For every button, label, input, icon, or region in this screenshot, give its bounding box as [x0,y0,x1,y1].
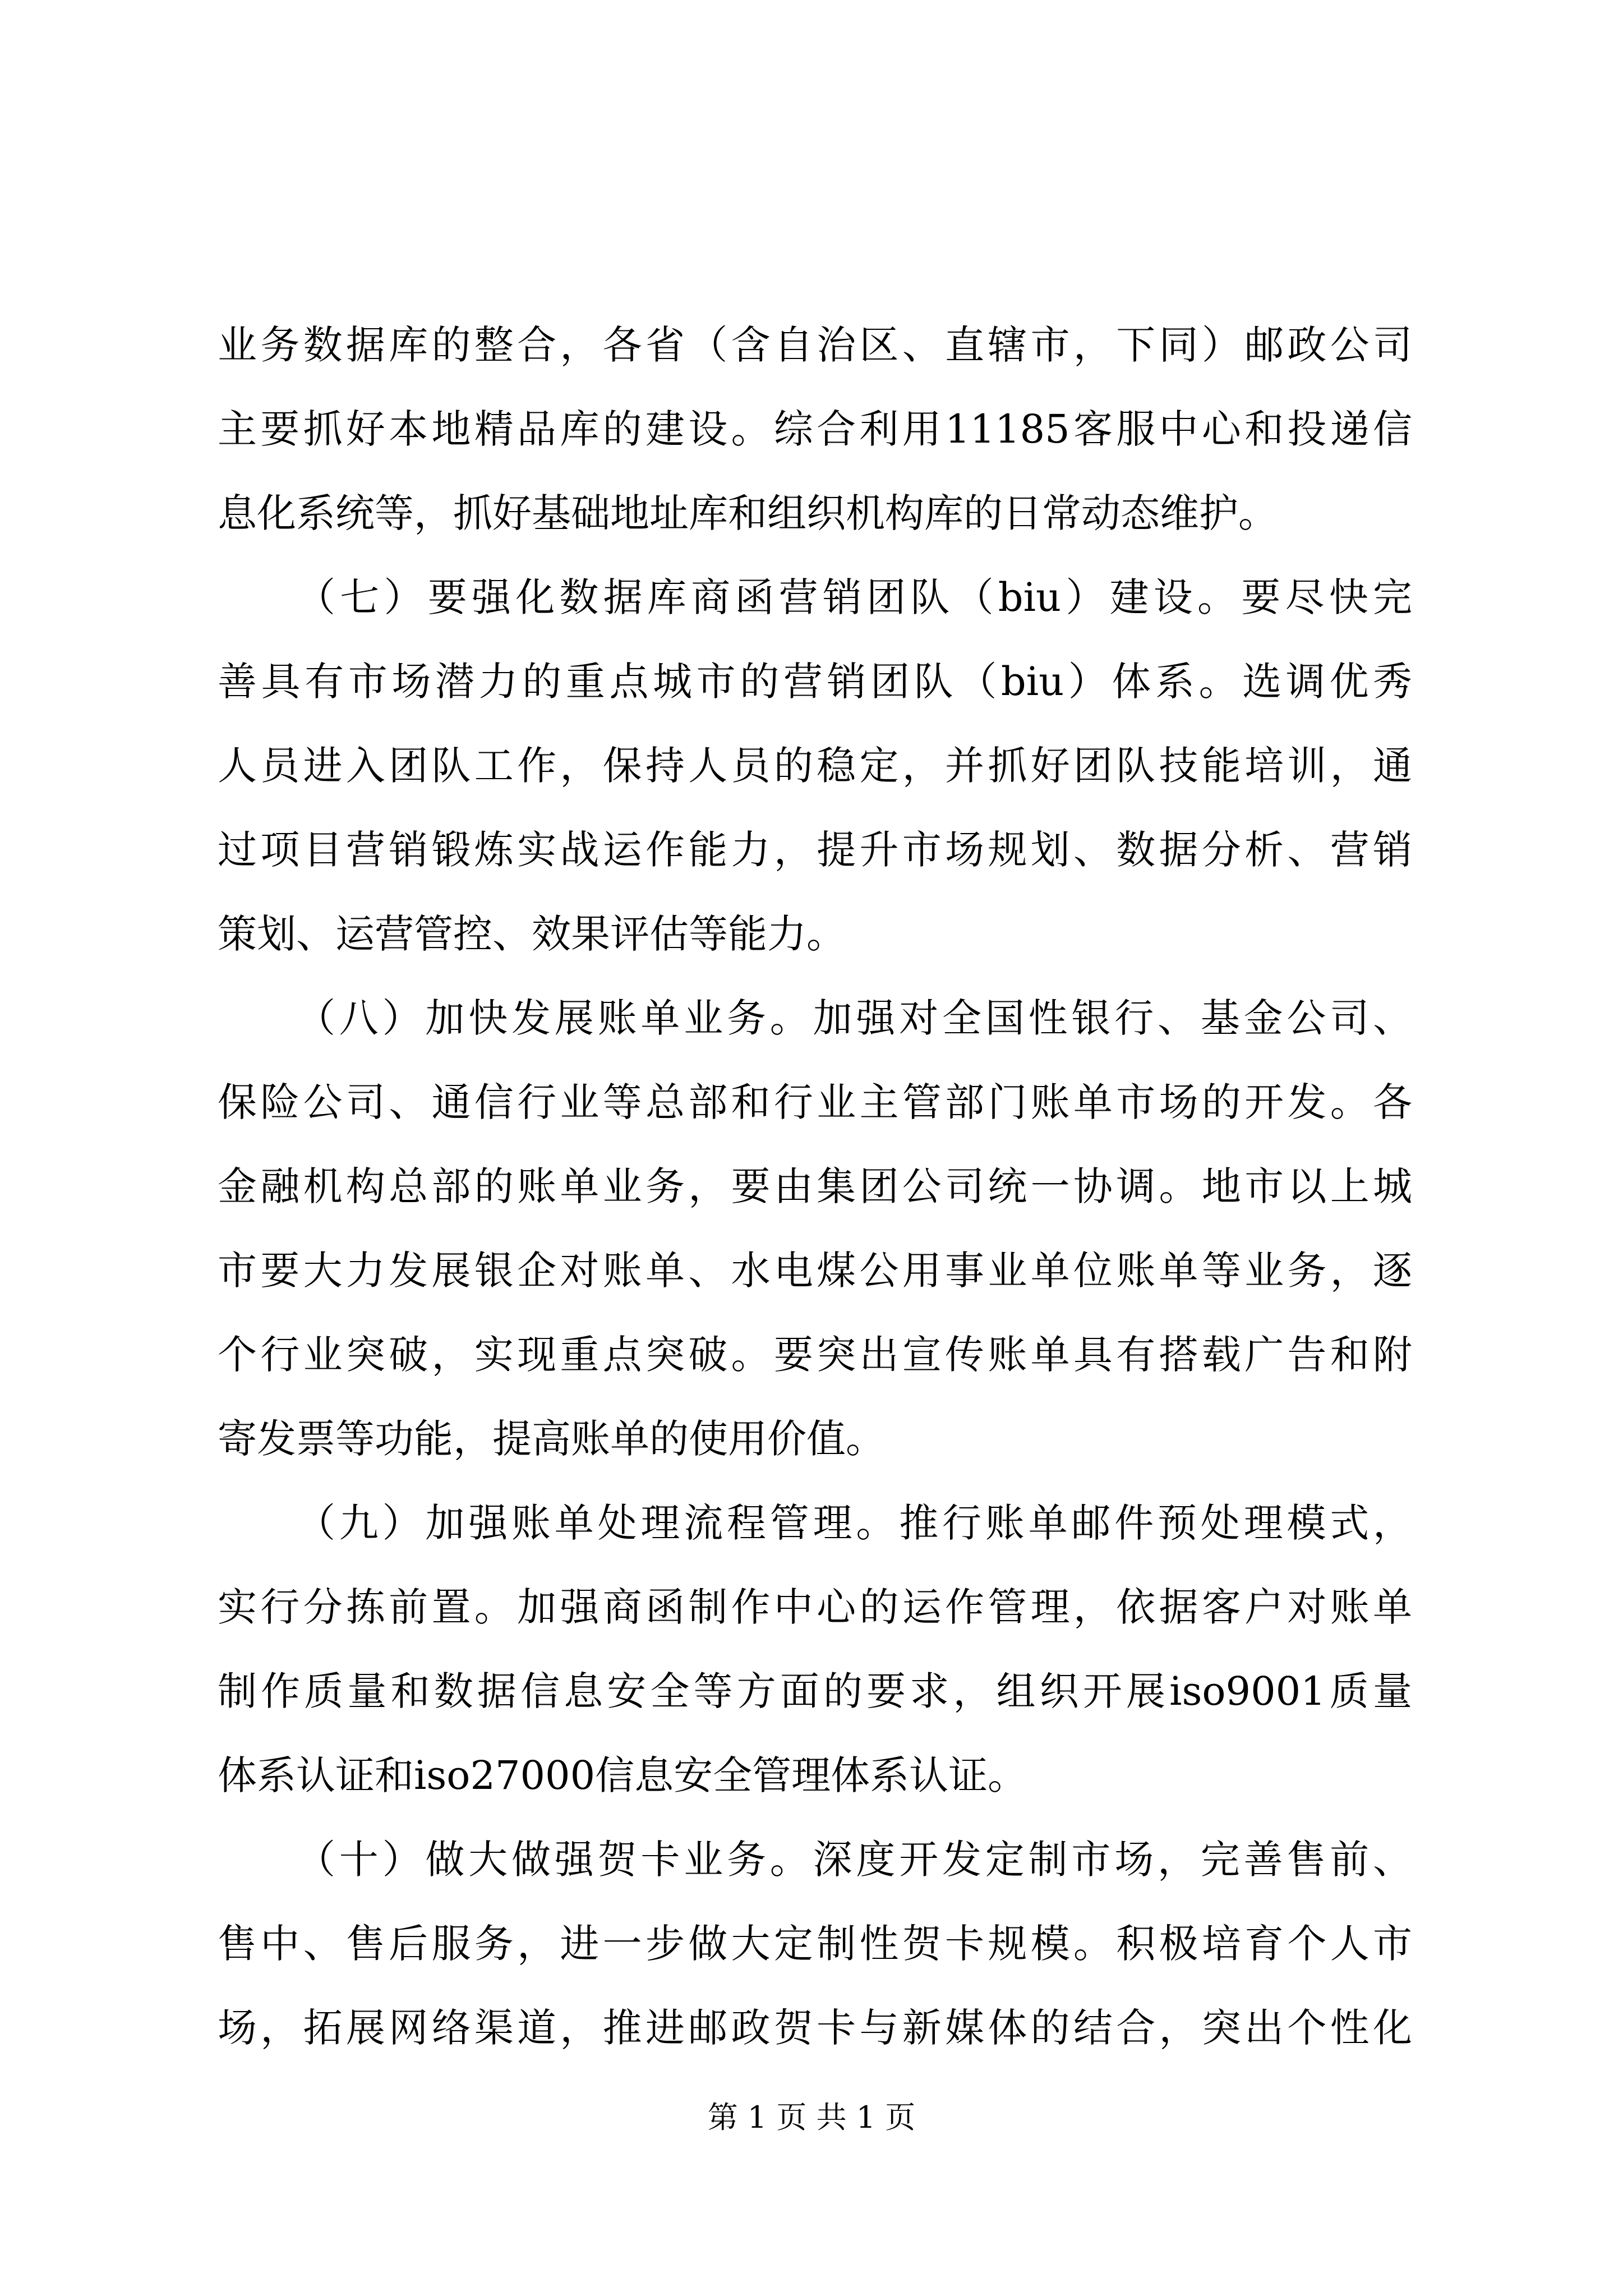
text-line: （十）做大做强贺卡业务。深度开发定制市场，完善售前、 [296,1837,1412,1883]
text-line: 体系认证和iso27000信息安全管理体系认证。 [218,1752,1027,1798]
text-line: 策划、运营管控、效果评估等能力。 [218,911,846,957]
text-line: 善具有市场潜力的重点城市的营销团队（biu）体系。选调优秀 [218,659,1412,705]
text-line: 寄发票等功能，提高账单的使用价值。 [218,1416,885,1462]
text-line: 制作质量和数据信息安全等方面的要求，组织开展iso9001质量 [218,1668,1412,1714]
text-line: 售中、售后服务，进一步做大定制性贺卡规模。积极培育个人市 [218,1921,1412,1967]
text-line: 主要抓好本地精品库的建设。综合利用11185客服中心和投递信 [218,406,1412,452]
page-footer: 第 1 页 共 1 页 [707,2100,916,2135]
text-line: （七）要强化数据库商函营销团队（biu）建设。要尽快完 [296,574,1412,620]
text-line: 金融机构总部的账单业务，要由集团公司统一协调。地市以上城 [218,1163,1412,1209]
text-line: 市要大力发展银企对账单、水电煤公用事业单位账单等业务，逐 [218,1248,1412,1294]
text-line: 场，拓展网络渠道，推进邮政贺卡与新媒体的结合，突出个性化 [218,2005,1412,2051]
text-line: （八）加快发展账单业务。加强对全国性银行、基金公司、 [296,995,1412,1041]
text-line: 息化系统等，抓好基础地址库和组织机构库的日常动态维护。 [218,490,1278,536]
text-line: 业务数据库的整合，各省（含自治区、直辖市，下同）邮政公司 [218,322,1412,368]
text-line: 保险公司、通信行业等总部和行业主管部门账单市场的开发。各 [218,1079,1412,1125]
text-line: 人员进入团队工作，保持人员的稳定，并抓好团队技能培训，通 [218,743,1412,789]
document-body [218,303,1412,2070]
text-line: 过项目营销锻炼实战运作能力，提升市场规划、数据分析、营销 [218,827,1412,873]
text-line: 实行分拣前置。加强商函制作中心的运作管理，依据客户对账单 [218,1584,1412,1630]
text-line: 个行业突破，实现重点突破。要突出宣传账单具有搭载广告和附 [218,1332,1412,1378]
text-line: （九）加强账单处理流程管理。推行账单邮件预处理模式， [296,1500,1412,1546]
